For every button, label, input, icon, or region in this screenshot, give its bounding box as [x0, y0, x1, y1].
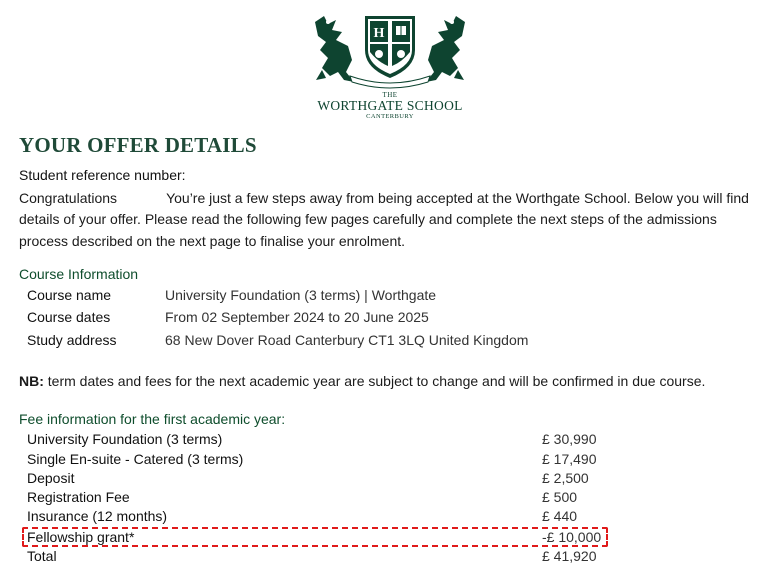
fee-label: Fellowship grant*	[27, 529, 135, 545]
study-address-label: Study address	[27, 332, 117, 348]
logo-town-text: CANTERBURY	[366, 113, 414, 120]
fee-row	[27, 431, 607, 450]
fee-label: Insurance (12 months)	[27, 508, 168, 524]
school-crest-icon	[310, 10, 470, 90]
fee-label: Single En-suite - Catered (3 terms)	[27, 451, 244, 467]
page-title: YOUR OFFER DETAILS	[19, 133, 257, 157]
fellowship-highlight-box	[22, 527, 608, 547]
nb-label: NB:	[19, 373, 44, 389]
intro-text: You’re just a few steps away from being accepted at the Worthgate School. Below you will find details of your offer. Please read the following few pages carefully and complete the next steps of the admissions process described on the next page to finalise your enrolment.	[19, 190, 749, 249]
fee-value: £ 500	[542, 489, 578, 505]
fee-label: Registration Fee	[27, 489, 130, 505]
fee-label: Total	[27, 548, 57, 564]
fee-value: £ 41,920	[542, 548, 597, 564]
course-name-value: University Foundation (3 terms) | Worthgate	[165, 287, 437, 303]
study-address-value: 68 New Dover Road Canterbury CT1 3LQ United Kingdom	[165, 332, 529, 348]
fee-row	[27, 489, 607, 508]
fee-row	[27, 470, 607, 489]
fee-value: £ 440	[542, 508, 578, 524]
fee-value: £ 2,500	[542, 470, 589, 486]
course-dates-label: Course dates	[27, 309, 111, 325]
student-reference-label: Student reference number:	[19, 167, 186, 183]
fee-value: -£ 10,000	[542, 529, 602, 545]
course-info-title: Course Information	[19, 266, 139, 282]
fee-label: Deposit	[27, 470, 75, 486]
intro-greeting: Congratulations	[19, 190, 118, 206]
logo-school-name: WORTHGATE SCHOOL	[317, 98, 463, 113]
school-logo	[310, 10, 470, 120]
fee-row-total	[27, 548, 607, 567]
svg-text:H: H	[373, 26, 385, 41]
fee-row	[27, 451, 607, 470]
nb-text: term dates and fees for the next academic year are subject to change and will be confirmed in due course.	[43, 373, 706, 389]
logo-the-text: THE	[382, 91, 398, 99]
course-dates-value: From 02 September 2024 to 20 June 2025	[165, 309, 429, 325]
fees-title: Fee information for the first academic year:	[19, 411, 286, 427]
fee-label: University Foundation (3 terms)	[27, 431, 223, 447]
course-name-label: Course name	[27, 287, 112, 303]
fee-value: £ 17,490	[542, 451, 597, 467]
intro-paragraph	[19, 188, 759, 252]
nb-note	[19, 373, 705, 389]
fee-value: £ 30,990	[542, 431, 597, 447]
fee-row	[27, 508, 607, 527]
